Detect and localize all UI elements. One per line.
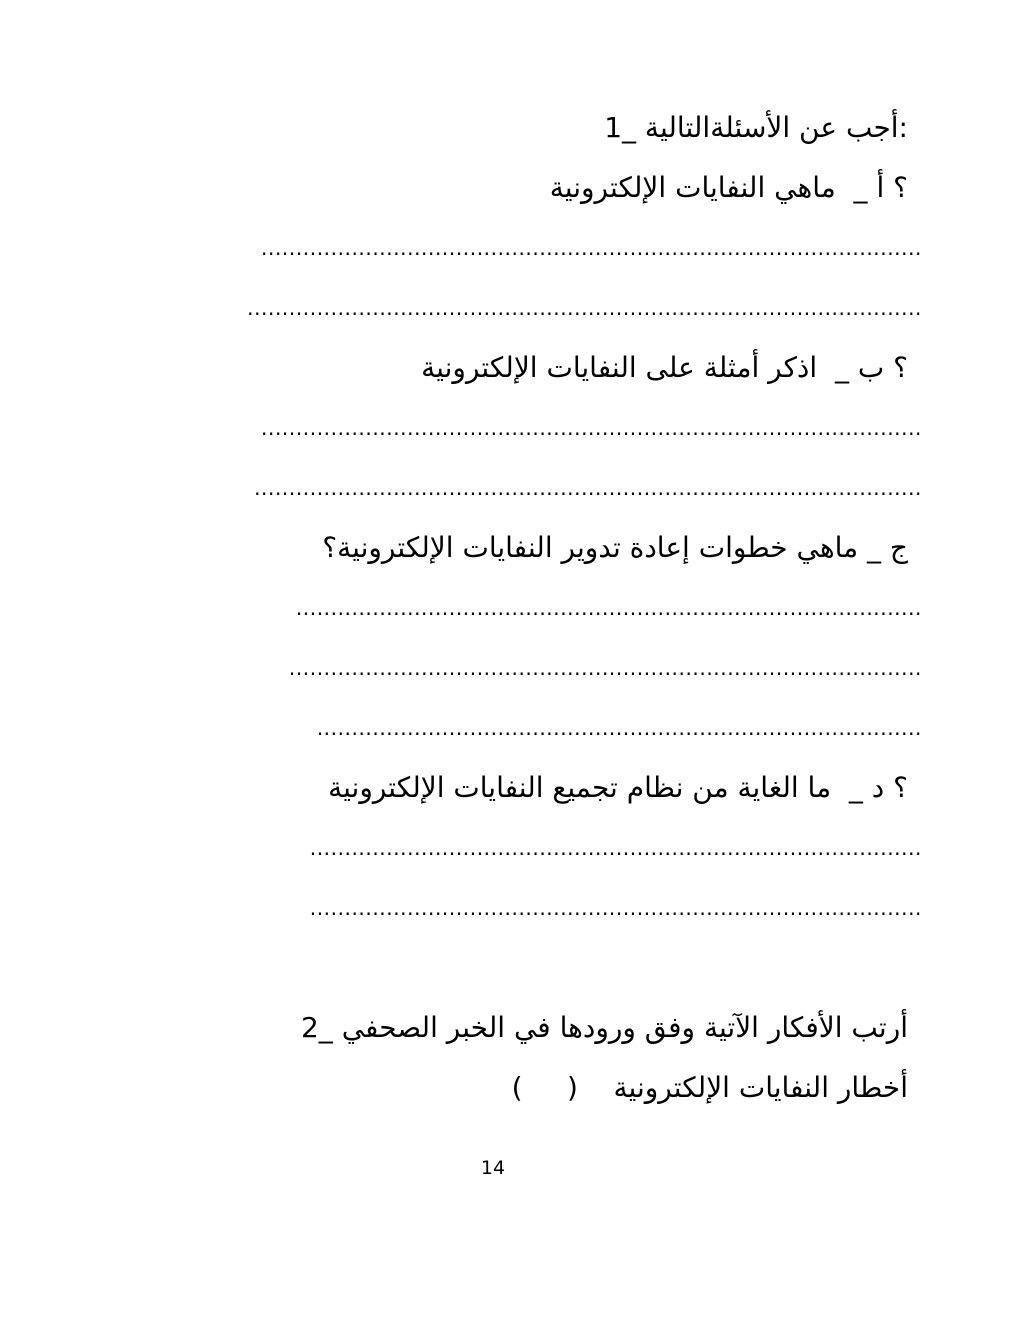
answer-dotted-line: ........................................................................................	[309, 896, 922, 920]
question-a: ؟ أ _ ماهي النفايات الإلكترونية	[549, 171, 908, 204]
blank-line	[90, 938, 908, 998]
answer-dotted-line: .................................................................................................	[247, 296, 922, 320]
section2-heading: أرتب الأفكار الآتية وفق ورودها في الخبر الصحفي _2	[300, 1011, 908, 1044]
answer-dotted-line: ..........................................................................................	[295, 596, 922, 620]
answer-dotted-line: ...........................................................................................	[288, 656, 922, 680]
section2-item-1: أخطار النفايات الإلكترونية ( )	[511, 1071, 908, 1104]
question-d: ؟ د _ ما الغاية من نظام تجميع النفايات الإلكترونية	[328, 771, 908, 804]
question-j: ج _ ماهي خطوات إعادة تدوير النفايات الإلكترونية؟	[322, 531, 908, 564]
answer-dotted-line: ...............................................................................................	[261, 416, 922, 440]
question-b: ؟ ب _ اذكر أمثلة على النفايات الإلكترونية	[421, 351, 908, 384]
answer-dotted-line: ................................................................................................	[254, 476, 922, 500]
answer-dotted-line: ...............................................................................................	[261, 236, 922, 260]
answer-dotted-line: ........................................................................................	[309, 836, 922, 860]
answer-dotted-line: .......................................................................................	[316, 716, 922, 740]
section1-heading: :أجب عن الأسئلةالتالية _1	[604, 111, 908, 144]
page-number: 14	[480, 1157, 506, 1179]
